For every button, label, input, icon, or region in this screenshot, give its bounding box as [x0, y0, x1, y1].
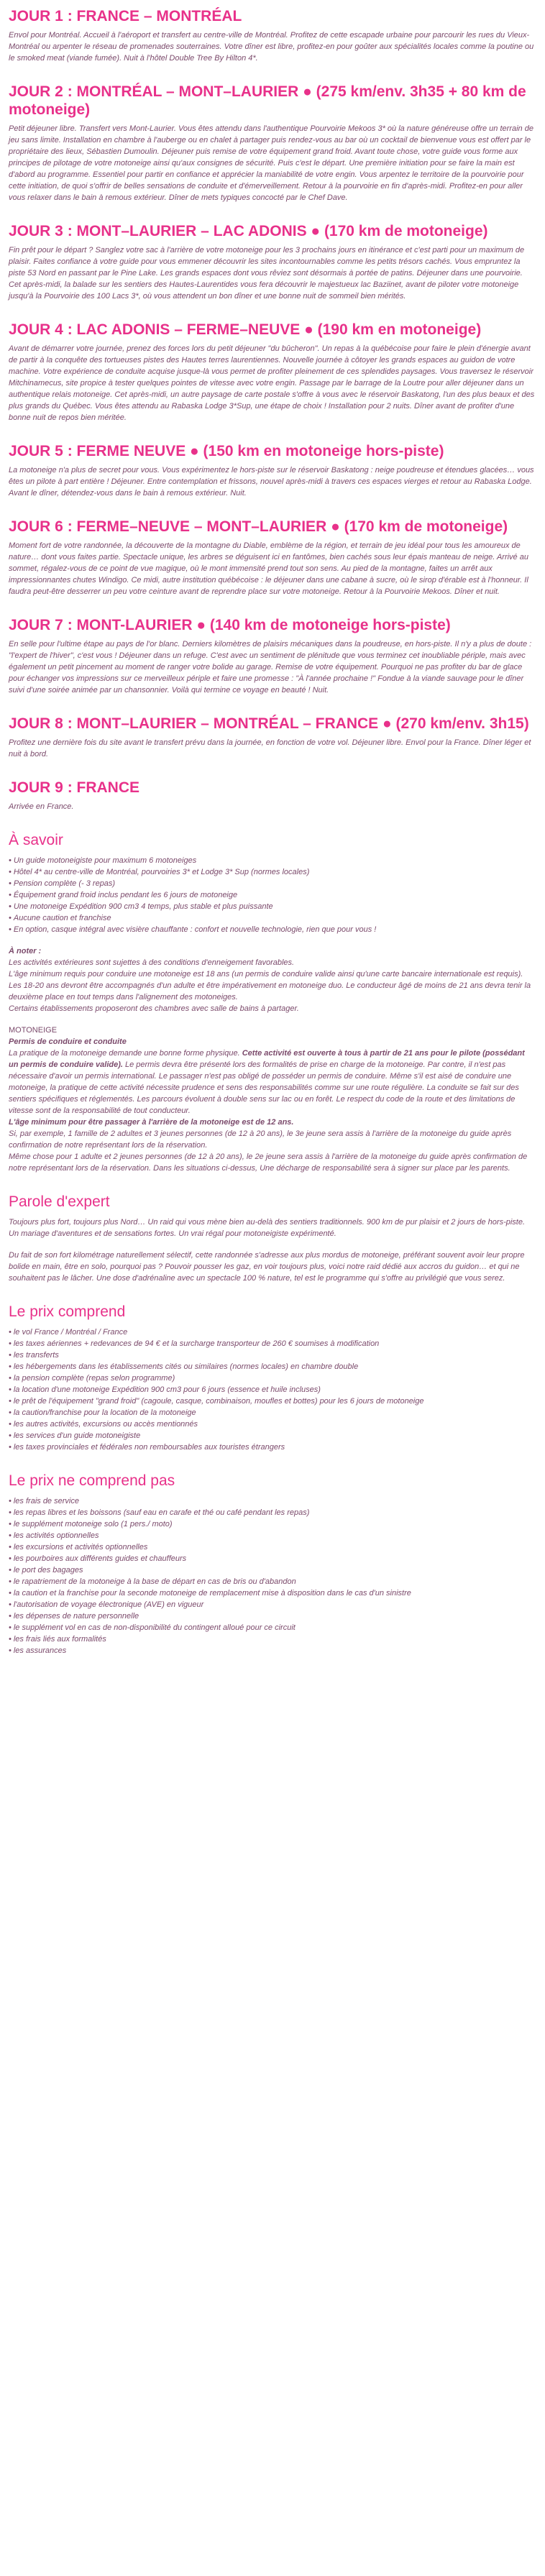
day-text: Avant de démarrer votre journée, prenez des forces lors du petit déjeuner "du bûcheron". Un repas à la québécoise pour faire le plein d'énergie avant de partir à la conquête des tortueuses pistes des Hautes terres laurentiennes. Nouvelle journée à côtoyer les grands espaces au guidon de votre machine. Votre expérience de conduite acquise jusque-là vous permet de profiter pleinement de ces splendides paysages. Vous traversez le réservoir Mitchinamecus, site propice à tester quelques pointes de vitesse avec votre engin. Passage par le barrage de la Loutre pour aller déjeuner dans un authentique relais motoneige. Cet après-midi, un autre paysage de carte postale s'offre à vous avec le réservoir Baskatong, l'un des plus beaux et des plus grands du Québec. Vous êtes attendu au Rabaska Lodge 3*Sup, une étape de choix ! Installation pour 2 nuits. Dîner avant de profiter d'une bonne nuit de repos bien méritée.: [9, 344, 535, 422]
expert-lines: [9, 1216, 536, 1284]
paragraph-line: Les activités extérieures sont sujettes à des conditions d'enneigement favorables.: [9, 958, 295, 967]
paragraph-line: L'âge minimum requis pour conduire une motoneige est 18 ans (un permis de conduire valide ainsi qu'une carte bancaire internationale est requis).: [9, 970, 523, 978]
day-text: Moment fort de votre randonnée, la découverte de la montagne du Diable, emblème de la région, et terrain de jeu idéal pour tous les amoureux de nature… dont vous faites partie. Spectacle unique, les arbres se déguisent ici en fantômes, bien cachés sous leur épais manteau de neige. Arrivé au sommet, régalez-vous de ce point de vue magique, où le mont immensité prend tout son sens. Au pied de la montagne, faites un arrêt aux impressionnantes chutes Windigo. Ce midi, autre institution québécoise : le déjeuner dans une cabane à sucre, où le sirop d'érable est à l'honneur. Il faudra peut-être desserrer un peu votre ceinture avant de reprendre place sur votre motoneige. Retour à la Pourvoirie Mekoos. Dîner et nuit.: [9, 541, 528, 596]
list-item: • les dépenses de nature personnelle: [9, 1610, 536, 1622]
list-item: • les services d'un guide motoneigiste: [9, 1430, 536, 1441]
day-text: Petit déjeuner libre. Transfert vers Mont-Laurier. Vous êtes attendu dans l'authentique Pourvoirie Mekoos 3* où la nature généreuse offre un terrain de jeu sans limite. Installation en chambre à l'auberge ou en chalet à partager puis rendez-vous au bar où un cocktail de bienvenue vous est offert par le propriétaire des lieux, Sébastien Dumoulin. Déjeuner puis remise de votre équipement grand froid. Avant toute chose, votre guide vous forme aux principes de pilotage de votre motoneige ainsi qu'aux consignes de sécurité. Puis c'est le départ. Une première initiation pour se faire la main est d'abord au programme. Essentiel pour partir en confiance et apprécier la maniabilité de votre engin. Vous arpentez le territoire de la pourvoirie pour cette initiation, de quoi s'offrir de belles sensations de conduite et d'émerveillement. Retour à la pourvoirie en fin d'après-midi. Profitez-en pour aller vous relaxer dans le bain à remous extérieur. Dîner de mets typiques concocté par le Chef Dave.: [9, 124, 533, 202]
itinerary-days: [9, 7, 536, 812]
paragraph-line: Si, par exemple, 1 famille de 2 adultes et 3 jeunes personnes (de 12 à 20 ans), le 3e jeune sera assis à l'arrière de la motoneige du guide après confirmation de notre représentant lors de la réservation.: [9, 1129, 512, 1150]
list-item: • les repas libres et les boissons (sauf eau en carafe et thé ou café pendant les repas): [9, 1507, 536, 1518]
savoir-title: À savoir: [9, 832, 63, 848]
list-item: • les excursions et activités optionnelles: [9, 1541, 536, 1553]
day-title: JOUR 8 : MONT–LAURIER – MONTRÉAL – FRANCE ● (270 km/env. 3h15): [9, 715, 529, 732]
list-item: • la pension complète (repas selon programme): [9, 1372, 536, 1384]
list-item: • la caution et la franchise pour la seconde motoneige de remplacement mise à disposition dans le cas d'un sinistre: [9, 1587, 536, 1599]
paragraph-line: Même chose pour 1 adulte et 2 jeunes personnes (de 12 à 20 ans), le 2e jeune sera assis à l'arrière de la motoneige du guide après confirmation de notre représentant lors de la réservation. Dans les situations ci-dessus, Une décharge de responsabilité sera à signer sur place par les parents.: [9, 1152, 528, 1173]
day-text: Profitez une dernière fois du site avant le transfert prévu dans la journée, en fonction de votre vol. Déjeuner libre. Envol pour la France. Dîner léger et nuit à bord.: [9, 738, 531, 758]
day-title: JOUR 6 : FERME–NEUVE – MONT–LAURIER ● (170 km de motoneige): [9, 518, 508, 535]
list-item: • l'autorisation de voyage électronique (AVE) en vigueur: [9, 1599, 536, 1610]
savoir-list: [9, 855, 536, 935]
prix-ne-comprend-list: [9, 1495, 536, 1656]
paragraph-line: Du fait de son fort kilométrage naturellement sélectif, cette randonnée s'adresse aux plus mordus de motoneige, préférant souvent avoir leur propre bolide en main, être en solo, pourquoi pas ? Pouvoir pousser les gaz, en voir toujours plus, voici notre raid dédié aux accros du guidon… et qui ne souhaitent pas le lâcher. Une dose d'adrénaline avec un spectacle 100 % nature, tel est le programme qui s'offre au privilégié que vous serez.: [9, 1251, 525, 1283]
permis-text: La pratique de la motoneige demande une bonne forme physique. Cette activité est ouverte à tous à partir de 21 ans pour le pilote (possédant un permis de conduire valide). Le permis devra être présenté lors des formalités de prise en charge de la motoneige. Par contre, il n'est pas nécessaire d'avoir un permis international. Le passager n'est pas obligé de posséder un permis de conduire. Même s'il est aisé de conduire une motoneige, la pratique de cette activité nécessite prudence et sens des responsabilités comme sur une route régulière. La conduite se fait sur des sentiers spécifiques et réglementés. Les parcours évoluent à double sens sur lac ou en forêt. Le respect du code de la route et des limitations de vitesse sont de la responsabilité de tout conducteur.: [9, 1049, 525, 1115]
list-item: • Une motoneige Expédition 900 cm3 4 temps, plus stable et plus puissante: [9, 901, 536, 912]
list-item: • les frais de service: [9, 1495, 536, 1507]
list-item: • la location d'une motoneige Expédition 900 cm3 pour 6 jours (essence et huile incluses): [9, 1384, 536, 1395]
list-item: • Aucune caution et franchise: [9, 912, 536, 924]
day-title: JOUR 5 : FERME NEUVE ● (150 km en motoneige hors-piste): [9, 443, 444, 459]
list-item: • les hébergements dans les établissements cités ou similaires (normes locales) en chambre double: [9, 1361, 536, 1372]
day-text: La motoneige n'a plus de secret pour vous. Vous expérimentez le hors-piste sur le réservoir Baskatong : neige poudreuse et étendues glacées… vous êtes un pilote à part entière ! Déjeuner. Entre contemplation et frissons, nouvel après-midi à travers ces espaces vierges et retour au Rabaska Lodge. Avant le dîner, détendez-vous dans le bain à remous extérieur. Nuit.: [9, 466, 534, 498]
day-text: Arrivée en France.: [9, 802, 74, 811]
day-title: JOUR 2 : MONTRÉAL – MONT–LAURIER ● (275 km/env. 3h35 + 80 km de motoneige): [9, 83, 526, 118]
list-item: • le rapatriement de la motoneige à la base de départ en cas de bris ou d'abandon: [9, 1576, 536, 1587]
permis-title: Permis de conduire et conduite: [9, 1037, 127, 1046]
note-title: À noter :: [9, 947, 42, 955]
list-item: • le supplément motoneige solo (1 pers./ moto): [9, 1518, 536, 1530]
day-text: Fin prêt pour le départ ? Sanglez votre sac à l'arrière de votre motoneige pour les 3 prochains jours en itinérance et c'est parti pour un maximum de plaisir. Faites confiance à votre guide pour vous emmener découvrir les sites incontournables comme les petits trésors cachés. Vous empruntez la piste 53 Nord en passant par le Pine Lake. Les grands espaces dont vous rêviez sont désormais à portée de patins. Déjeuner dans une pourvoirie. Cet après-midi, la balade sur les sentiers des Hautes-Laurentides vous fera découvrir le majestueux lac Baziinet, avant de piloter votre motoneige jusqu'à la Pourvoirie des 100 Lacs 3*, où vous attendent un bon dîner et une bonne nuit de sommeil bien mérités.: [9, 246, 525, 301]
day-title: JOUR 1 : FRANCE – MONTRÉAL: [9, 8, 242, 24]
prix-comprend-title: Le prix comprend: [9, 1303, 126, 1320]
prix-ne-comprend-title: Le prix ne comprend pas: [9, 1472, 175, 1489]
day-text: Envol pour Montréal. Accueil à l'aéroport et transfert au centre-ville de Montréal. Profitez de cette escapade urbaine pour parcourir les rues du Vieux-Montréal ou arpenter le réseau de promenades souterraines. Votre dîner est libre, profitez-en pour goûter aux spécialités locales comme la poutine ou le smoked meat (viande fumée). Nuit à l'hôtel Double Tree By Hilton 4*.: [9, 31, 534, 63]
motoneige-title: MOTONEIGE: [9, 1026, 58, 1035]
list-item: • les frais liés aux formalités: [9, 1633, 536, 1645]
list-item: • les activités optionnelles: [9, 1530, 536, 1541]
day-text: En selle pour l'ultime étape au pays de l'or blanc. Derniers kilomètres de plaisirs mécaniques dans la poudreuse, en hors-piste. Il n'y a plus de doute : "l'expert de l'hiver", c'est vous ! Déjeuner dans un refuge. C'est avec un sentiment de plénitude que vous terminez cet inoubliable périple, mais avec également un petit pincement au moment de ranger votre bolide au garage. Remise de votre équipement. Pourquoi ne pas profiter du bar de glace pour échanger vos impressions sur ce merveilleux périple et faire une promesse : "À l'année prochaine !" Fondue à la viande sauvage pour le dîner suivi d'une soirée animée par un chansonnier. Voilà qui termine ce voyage en beauté ! Nuit.: [9, 640, 532, 695]
list-item: • la caution/franchise pour la location de la motoneige: [9, 1407, 536, 1418]
day-title: JOUR 4 : LAC ADONIS – FERME–NEUVE ● (190 km en motoneige): [9, 321, 482, 338]
list-item: • Équipement grand froid inclus pendant les 6 jours de motoneige: [9, 889, 536, 901]
age-lines: [9, 1128, 536, 1174]
list-item: • les pourboires aux différents guides et chauffeurs: [9, 1553, 536, 1564]
list-item: • les autres activités, excursions ou accès mentionnés: [9, 1418, 536, 1430]
list-item: • le prêt de l'équipement "grand froid" (cagoule, casque, combinaison, moufles et bottes) pour les 6 jours de motoneige: [9, 1395, 536, 1407]
list-item: • les taxes provinciales et fédérales non remboursables aux touristes étrangers: [9, 1441, 536, 1453]
list-item: • les assurances: [9, 1645, 536, 1656]
list-item: • Pension complète (- 3 repas): [9, 878, 536, 889]
list-item: • les transferts: [9, 1349, 536, 1361]
day-title: JOUR 3 : MONT–LAURIER – LAC ADONIS ● (170 km de motoneige): [9, 223, 488, 239]
list-item: • les taxes aériennes + redevances de 94 € et la surcharge transporteur de 260 € soumises à modification: [9, 1338, 536, 1349]
prix-comprend-list: [9, 1326, 536, 1453]
list-item: • En option, casque intégral avec visière chauffante : confort et nouvelle technologie, rien que pour vous !: [9, 924, 536, 935]
list-item: • Un guide motoneigiste pour maximum 6 motoneiges: [9, 855, 536, 866]
list-item: • le vol France / Montréal / France: [9, 1326, 536, 1338]
list-item: • le port des bagages: [9, 1564, 536, 1576]
note-lines: [9, 957, 536, 1014]
list-item: • Hôtel 4* au centre-ville de Montréal, pourvoiries 3* et Lodge 3* Sup (normes locales): [9, 866, 536, 878]
day-title: JOUR 7 : MONT-LAURIER ● (140 km de motoneige hors-piste): [9, 617, 451, 633]
paragraph-line: Toujours plus fort, toujours plus Nord… Un raid qui vous mène bien au-delà des sentiers traditionnels. 900 km de pur plaisir et 2 jours de hors-piste. Un mariage d'aventures et de sensations fortes. Un vrai régal pour motoneigiste expérimenté.: [9, 1218, 526, 1238]
paragraph-line: Les 18-20 ans devront être accompagnés d'un adulte et être impérativement en motoneige duo. Le conducteur âgé de moins de 21 ans devra tenir la deuxième place en tout temps dans l'alignement des motoneiges.: [9, 981, 531, 1001]
age-title: L'âge minimum pour être passager à l'arrière de la motoneige est de 12 ans.: [9, 1118, 294, 1127]
day-title: JOUR 9 : FRANCE: [9, 779, 140, 796]
list-item: • le supplément vol en cas de non-disponibilité du contingent alloué pour ce circuit: [9, 1622, 536, 1633]
paragraph-line: Certains établissements proposeront des chambres avec salle de bains à partager.: [9, 1004, 299, 1013]
expert-title: Parole d'expert: [9, 1193, 110, 1210]
